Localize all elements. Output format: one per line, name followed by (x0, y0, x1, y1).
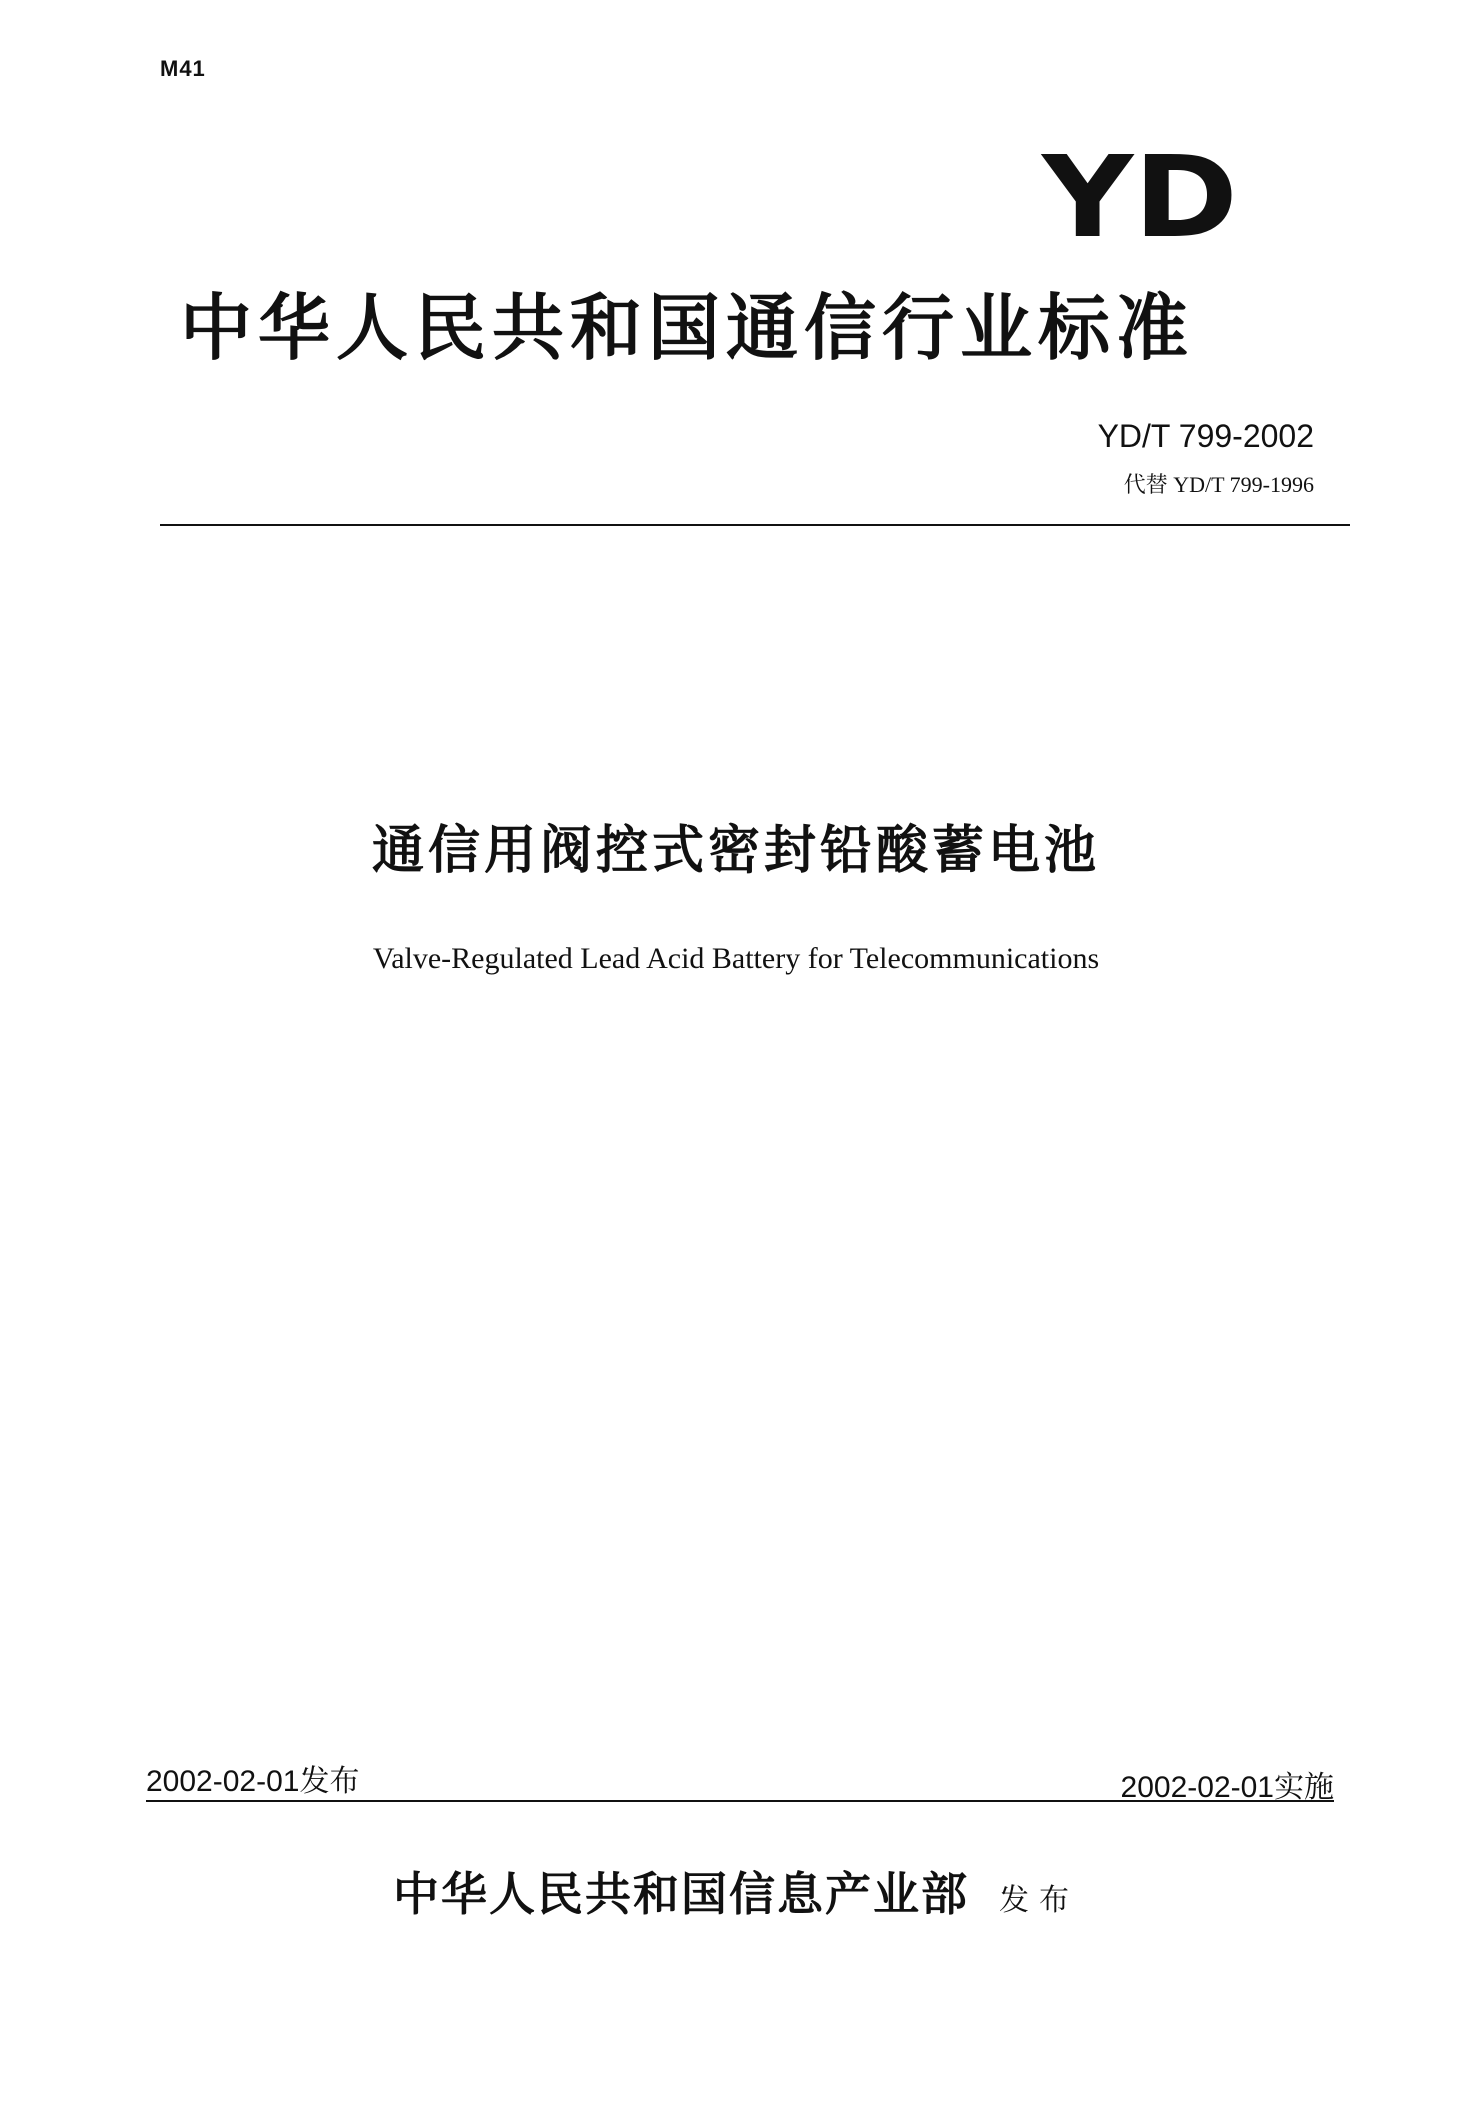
document-title-english: Valve-Regulated Lead Acid Battery for Telecommunications (372, 942, 1100, 975)
issue-date: 2002-02-01发布 (146, 1765, 360, 1798)
classification-code: M41 (160, 56, 206, 81)
replaces-standard: 代替 YD/T 799-1996 (1123, 472, 1314, 497)
footer-divider (146, 1800, 1334, 1802)
standard-number: YD/T 799-2002 (1097, 418, 1314, 454)
organization-title: 中华人民共和国通信行业标准 (180, 286, 1195, 370)
document-title-chinese: 通信用阀控式密封铅酸蓄电池 (371, 821, 1100, 881)
publisher-line (0, 1858, 1472, 1924)
yd-logo (1040, 140, 1240, 250)
header-divider (160, 524, 1350, 526)
yd-logo-text: YD (1040, 140, 1238, 250)
publish-label: 发布 (999, 1883, 1079, 1918)
implementation-date: 2002-02-01实施 (1120, 1771, 1334, 1804)
publisher-name: 中华人民共和国信息产业部 (393, 1867, 969, 1921)
